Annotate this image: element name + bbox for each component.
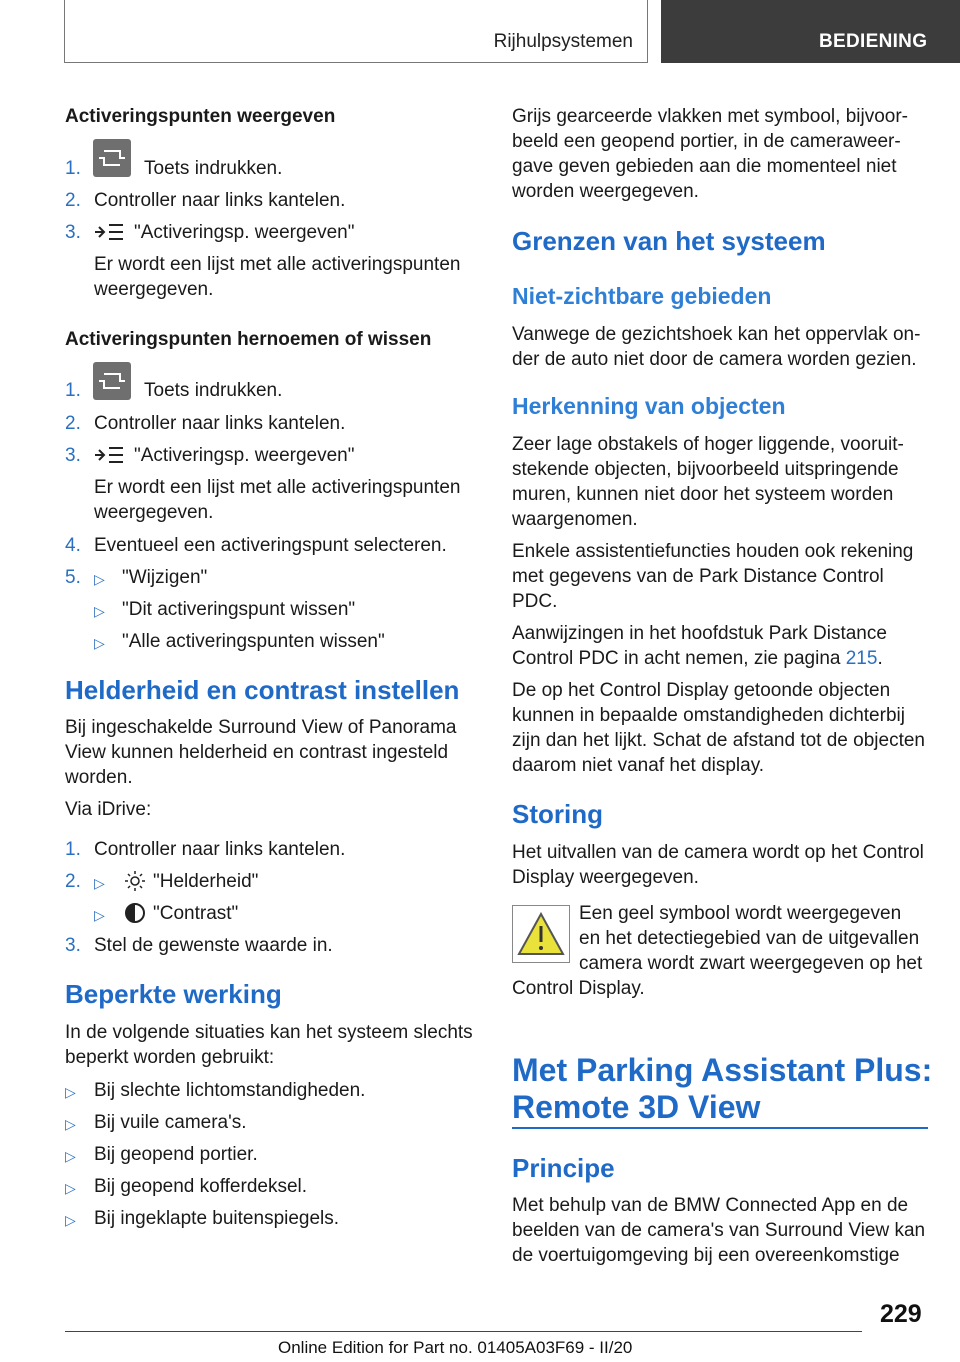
list-bullet-icon: ▷	[65, 1212, 76, 1228]
paragraph-line: waargenomen.	[512, 509, 638, 530]
step-text: Toets indrukken.	[144, 158, 283, 179]
step-note-line: weergegeven.	[94, 502, 214, 523]
step-note-line: Er wordt een lijst met alle activeringspunten	[94, 254, 461, 275]
step-number: 4.	[65, 535, 81, 556]
chapter-title: BEDIENING	[819, 31, 928, 52]
paragraph-line: PDC.	[512, 591, 558, 612]
brightness-icon	[124, 870, 146, 892]
paragraph-line: beelden van de camera's van Surround View kan	[512, 1220, 926, 1241]
step-number: 1.	[65, 158, 81, 179]
paragraph-line: Zeer lage obstakels of hoger liggende, vooruit-	[512, 434, 904, 455]
list-bullet-icon: ▷	[65, 1148, 76, 1164]
heading-beperkte-werking: Beperkte werking	[65, 979, 282, 1009]
list-bullet-icon: ▷	[65, 1116, 76, 1132]
paragraph-line: worden weergegeven.	[512, 181, 699, 202]
paragraph-line: zijn dan het lijkt. Schat de afstand tot de objecten	[512, 730, 925, 751]
paragraph-line: Bij ingeschakelde Surround View of Panorama	[65, 717, 457, 738]
step-text: Controller naar links kantelen.	[94, 413, 346, 434]
warning-symbol-box	[512, 905, 570, 963]
header-section-tab	[64, 0, 648, 63]
footer-divider	[65, 1331, 862, 1332]
step-note-line: weergegeven.	[94, 279, 214, 300]
step-note-line: Er wordt een lijst met alle activeringspunten	[94, 477, 461, 498]
heading-herkenning: Herkenning van objecten	[512, 393, 786, 419]
step-text: Controller naar links kantelen.	[94, 839, 346, 860]
step-number: 5.	[65, 567, 81, 588]
paragraph-line: Grijs gearceerde vlakken met symbool, bijvoor-	[512, 106, 908, 127]
list-bullet-icon: ▷	[65, 1084, 76, 1100]
paragraph-line: en het detectiegebied van de uitgevallen	[579, 928, 920, 949]
sub-item-text: "Dit activeringspunt wissen"	[122, 599, 356, 620]
step-text: Eventueel een activeringspunt selecteren.	[94, 535, 447, 556]
step-number: 3.	[65, 935, 81, 956]
activation-points-icon	[93, 445, 125, 465]
paragraph-line: camera wordt zwart weergegeven op het	[579, 953, 923, 974]
list-item: Bij ingeklapte buitenspiegels.	[94, 1208, 340, 1229]
heading-grenzen: Grenzen van het systeem	[512, 226, 826, 256]
paragraph-line: beperkt worden gebruikt:	[65, 1047, 275, 1068]
paragraph-line: Een geel symbool wordt weergegeven	[579, 903, 902, 924]
list-bullet-icon: ▷	[94, 571, 105, 587]
list-bullet-icon: ▷	[94, 603, 105, 619]
list-bullet-icon: ▷	[65, 1180, 76, 1196]
main-heading-line: Remote 3D View	[512, 1089, 761, 1125]
list-bullet-icon: ▷	[94, 635, 105, 651]
paragraph-text: Control PDC in acht nemen, zie pagina	[512, 648, 846, 669]
section-divider	[512, 1127, 928, 1129]
main-heading-line: Met Parking Assistant Plus:	[512, 1052, 933, 1088]
heading-activeringspunten-weergeven: Activeringspunten weergeven	[65, 106, 336, 127]
list-bullet-icon: ▷	[94, 907, 105, 923]
paragraph-line-with-link	[512, 646, 883, 671]
paragraph-line: muren, kunnen niet door het systeem worden	[512, 484, 894, 505]
paragraph-line: gave geven gebieden aan die momenteel niet	[512, 156, 897, 177]
sub-item-text: "Helderheid"	[153, 871, 259, 892]
list-item: Bij geopend kofferdeksel.	[94, 1176, 308, 1197]
paragraph-line: worden.	[65, 767, 133, 788]
contrast-icon	[124, 902, 146, 924]
paragraph-text: .	[877, 648, 883, 669]
paragraph-line: Vanwege de gezichtshoek kan het oppervlak on-	[512, 324, 921, 345]
step-number: 3.	[65, 445, 81, 466]
step-text: "Activeringsp. weergeven"	[134, 445, 355, 466]
camera-options-button-icon	[93, 139, 131, 177]
paragraph-line: De op het Control Display getoonde objecten	[512, 680, 891, 701]
step-text: Stel de gewenste waarde in.	[94, 935, 333, 956]
page-number: 229	[880, 1300, 922, 1328]
paragraph-line: stekende objecten, bijvoorbeeld uitspringende	[512, 459, 899, 480]
footer-text: Online Edition for Part no. 01405A03F69 - II/20	[278, 1338, 633, 1357]
page-reference-link[interactable]: 215	[845, 648, 878, 669]
heading-principe: Principe	[512, 1153, 615, 1183]
paragraph-line: Enkele assistentiefuncties houden ook rekening	[512, 541, 914, 562]
heading-activeringspunten-hernoemen: Activeringspunten hernoemen of wissen	[65, 329, 432, 350]
warning-triangle-icon	[513, 906, 569, 962]
list-item: Bij geopend portier.	[94, 1144, 258, 1165]
paragraph-line: de voertuigomgeving bij een overeenkomstige	[512, 1245, 900, 1266]
paragraph-line: kunnen in bepaalde omstandigheden dichterbij	[512, 705, 905, 726]
via-idrive-label: Via iDrive:	[65, 799, 152, 820]
step-text: Controller naar links kantelen.	[94, 190, 346, 211]
step-number: 2.	[65, 871, 81, 892]
list-bullet-icon: ▷	[94, 875, 105, 891]
sub-item-text: "Wijzigen"	[122, 567, 208, 588]
list-item: Bij slechte lichtomstandigheden.	[94, 1080, 366, 1101]
paragraph-line: Het uitvallen van de camera wordt op het Control	[512, 842, 924, 863]
section-title: Rijhulpsystemen	[493, 31, 633, 52]
step-number: 2.	[65, 190, 81, 211]
list-item: Bij vuile camera's.	[94, 1112, 247, 1133]
paragraph-line: Aanwijzingen in het hoofdstuk Park Distance	[512, 623, 887, 644]
paragraph-line: View kunnen helderheid en contrast ingesteld	[65, 742, 449, 763]
step-number: 1.	[65, 839, 81, 860]
paragraph-line: Control Display.	[512, 978, 645, 999]
step-number: 3.	[65, 222, 81, 243]
sub-item-text: "Alle activeringspunten wissen"	[122, 631, 385, 652]
header-chapter-tab	[661, 0, 960, 63]
activation-points-icon	[93, 222, 125, 242]
camera-options-button-icon	[93, 362, 131, 400]
heading-storing: Storing	[512, 799, 603, 829]
paragraph-line: In de volgende situaties kan het systeem slechts	[65, 1022, 473, 1043]
paragraph-line: der de auto niet door de camera worden gezien.	[512, 349, 917, 370]
paragraph-line: Met behulp van de BMW Connected App en de	[512, 1195, 909, 1216]
step-number: 2.	[65, 413, 81, 434]
heading-helderheid-contrast: Helderheid en contrast instellen	[65, 675, 460, 705]
paragraph-line: met gegevens van de Park Distance Control	[512, 566, 884, 587]
step-text: Toets indrukken.	[144, 380, 283, 401]
paragraph-line: daarom niet vanaf het display.	[512, 755, 765, 776]
step-text: "Activeringsp. weergeven"	[134, 222, 355, 243]
paragraph-line: Display weergegeven.	[512, 867, 699, 888]
step-number: 1.	[65, 380, 81, 401]
sub-item-text: "Contrast"	[153, 903, 239, 924]
heading-niet-zichtbare-gebieden: Niet-zichtbare gebieden	[512, 283, 772, 309]
paragraph-line: beeld een geopend portier, in de cameraweer-	[512, 131, 901, 152]
